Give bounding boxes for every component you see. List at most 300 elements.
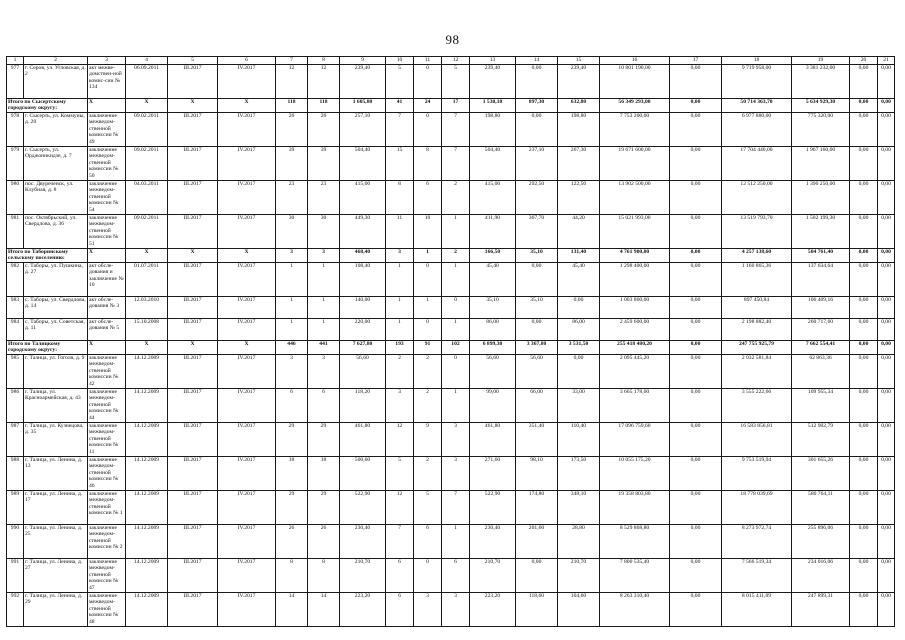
column-number: 20	[850, 57, 878, 65]
value-cell-21: 0,00	[878, 423, 895, 457]
value-cell-12: 1	[442, 319, 470, 341]
value-cell-16: 8 529 868,80	[600, 525, 670, 559]
value-cell-18: 247 755 925,79	[722, 341, 792, 355]
value-cell-7: 26	[276, 113, 308, 147]
value-cell-16: 10 055 175,20	[600, 457, 670, 491]
value-cell-21: 0,00	[878, 99, 895, 113]
value-cell-18: 16 583 856,81	[722, 423, 792, 457]
value-cell-10: 5	[386, 457, 414, 491]
value-cell-16: 255 418 480,20	[600, 341, 670, 355]
table-row	[7, 263, 895, 297]
value-cell-11: 8	[414, 147, 442, 181]
value-cell-15: 3 531,50	[558, 341, 600, 355]
value-cell-17: 0,00	[670, 147, 722, 181]
address-cell: г. Талица, ул. Кузнецова, д. 35	[24, 423, 88, 457]
value-cell-14: 0,00	[516, 263, 558, 297]
value-cell-9: 230,40	[340, 525, 386, 559]
value-cell-12: 1	[442, 525, 470, 559]
value-cell-11: 0	[414, 559, 442, 593]
table-row	[7, 181, 895, 215]
value-cell-20: 0,00	[850, 355, 878, 389]
value-cell-12: 17	[442, 99, 470, 113]
value-cell-12: 0	[442, 355, 470, 389]
document-cell: заключение межведом-ственной комиссии № 11	[88, 423, 126, 457]
value-cell-20: 0,00	[850, 249, 878, 263]
plan-end-cell: IV.2017	[218, 297, 276, 319]
value-cell-15: 131,40	[558, 249, 600, 263]
value-cell-16: 10 801 190,00	[600, 65, 670, 99]
value-cell-10: 3	[386, 389, 414, 423]
value-cell-16: 17 096 759,60	[600, 423, 670, 457]
value-cell-15: 44,20	[558, 215, 600, 249]
plan-end-cell: X	[218, 341, 276, 355]
value-cell-13: 35,10	[470, 297, 516, 319]
value-cell-15: 632,80	[558, 99, 600, 113]
plan-end-cell: IV.2017	[218, 263, 276, 297]
row-number: 985	[7, 355, 24, 389]
value-cell-8: 39	[308, 147, 340, 181]
value-cell-9: 500,60	[340, 457, 386, 491]
value-cell-8: 23	[308, 181, 340, 215]
value-cell-16: 3 665 178,00	[600, 389, 670, 423]
value-cell-7: 1	[276, 297, 308, 319]
plan-end-cell: IV.2017	[218, 181, 276, 215]
document-cell: заключение межведом-ственной комиссии № 51	[88, 215, 126, 249]
value-cell-11: 0	[414, 65, 442, 99]
table-row	[7, 297, 895, 319]
value-cell-17: 0,00	[670, 491, 722, 525]
document-date-cell: 14.12.2009	[126, 457, 168, 491]
value-cell-11: 2	[414, 355, 442, 389]
row-number: 982	[7, 263, 24, 297]
value-cell-8: 29	[308, 491, 340, 525]
row-number: 981	[7, 215, 24, 249]
value-cell-18: 2 198 882,40	[722, 319, 792, 341]
value-cell-20: 0,00	[850, 491, 878, 525]
value-cell-15: 45,40	[558, 263, 600, 297]
column-number: 4	[126, 57, 168, 65]
value-cell-12: 7	[442, 113, 470, 147]
value-cell-20: 0,00	[850, 423, 878, 457]
value-cell-15: 104,60	[558, 593, 600, 627]
column-number: 19	[792, 57, 850, 65]
value-cell-21: 0,00	[878, 341, 895, 355]
value-cell-7: 18	[276, 457, 308, 491]
value-cell-14: 0,00	[516, 559, 558, 593]
value-cell-8: 441	[308, 341, 340, 355]
plan-start-cell: X	[168, 341, 218, 355]
value-cell-7: 446	[276, 341, 308, 355]
plan-start-cell: III.2017	[168, 215, 218, 249]
address-cell: г. Серов, ул. Угловская, д. 2	[24, 65, 88, 99]
value-cell-10: 7	[386, 525, 414, 559]
value-cell-17: 0,00	[670, 593, 722, 627]
table-row	[7, 389, 895, 423]
table-row	[7, 147, 895, 181]
value-cell-20: 0,00	[850, 593, 878, 627]
document-date-cell: 09.02.2011	[126, 113, 168, 147]
value-cell-7: 6	[276, 389, 308, 423]
value-cell-12: 1	[442, 389, 470, 423]
value-cell-20: 0,00	[850, 341, 878, 355]
value-cell-8: 6	[308, 389, 340, 423]
value-cell-21: 0,00	[878, 113, 895, 147]
table-row	[7, 65, 895, 99]
row-number: 978	[7, 113, 24, 147]
value-cell-21: 0,00	[878, 319, 895, 341]
value-cell-12: 3	[442, 593, 470, 627]
value-cell-21: 0,00	[878, 389, 895, 423]
document-cell: заключение межведом-ственной комиссии № 44	[88, 389, 126, 423]
value-cell-18: 9 719 958,00	[722, 65, 792, 99]
value-cell-13: 223,20	[470, 593, 516, 627]
value-cell-9: 468,40	[340, 249, 386, 263]
value-cell-9: 118,20	[340, 389, 386, 423]
value-cell-7: 1	[276, 263, 308, 297]
value-cell-18: 8 273 972,74	[722, 525, 792, 559]
column-number: 3	[88, 57, 126, 65]
value-cell-10: 12	[386, 491, 414, 525]
value-cell-17: 0,00	[670, 113, 722, 147]
value-cell-8: 30	[308, 215, 340, 249]
value-cell-16: 1 003 860,00	[600, 297, 670, 319]
column-number: 9	[340, 57, 386, 65]
value-cell-10: 2	[386, 355, 414, 389]
value-cell-12: 3	[442, 457, 470, 491]
value-cell-19: 62 863,36	[792, 355, 850, 389]
document-cell: X	[88, 341, 126, 355]
value-cell-11: 6	[414, 181, 442, 215]
value-cell-19: 1 390 250,00	[792, 181, 850, 215]
value-cell-10: 8	[386, 181, 414, 215]
value-cell-18: 18 778 039,69	[722, 491, 792, 525]
value-cell-10: 6	[386, 559, 414, 593]
value-cell-20: 0,00	[850, 297, 878, 319]
value-cell-17: 0,00	[670, 559, 722, 593]
document-cell: акт обсле-дования № 3	[88, 297, 126, 319]
row-number: 979	[7, 147, 24, 181]
value-cell-18: 13 519 793,70	[722, 215, 792, 249]
value-cell-11: 1	[414, 297, 442, 319]
column-number: 7	[276, 57, 308, 65]
value-cell-8: 14	[308, 593, 340, 627]
value-cell-12: 0	[442, 297, 470, 319]
value-cell-8: 8	[308, 559, 340, 593]
column-number: 21	[878, 57, 895, 65]
plan-start-cell: III.2017	[168, 559, 218, 593]
plan-end-cell: IV.2017	[218, 65, 276, 99]
subtotal-row	[7, 99, 895, 113]
document-cell: заключение межведом-ственной комиссии № 50	[88, 147, 126, 181]
address-cell: г. Талица, ул. Ленина, д. 17	[24, 491, 88, 525]
value-cell-14: 292,50	[516, 181, 558, 215]
value-cell-13: 198,80	[470, 113, 516, 147]
plan-start-cell: III.2017	[168, 491, 218, 525]
document-date-cell: 14.12.2009	[126, 491, 168, 525]
value-cell-19: 1 502 199,30	[792, 215, 850, 249]
value-cell-20: 0,00	[850, 181, 878, 215]
table-row	[7, 491, 895, 525]
value-cell-16: 1 298 400,00	[600, 263, 670, 297]
document-date-cell: 04.03.2011	[126, 181, 168, 215]
column-number-row	[7, 57, 895, 65]
value-cell-13: 239,40	[470, 65, 516, 99]
value-cell-14: 35,10	[516, 249, 558, 263]
value-cell-16: 56 349 293,00	[600, 99, 670, 113]
value-cell-14: 351,40	[516, 423, 558, 457]
value-cell-17: 0,00	[670, 249, 722, 263]
row-number: 986	[7, 389, 24, 423]
value-cell-21: 0,00	[878, 355, 895, 389]
value-cell-16: 13 902 500,00	[600, 181, 670, 215]
value-cell-20: 0,00	[850, 147, 878, 181]
value-cell-14: 237,10	[516, 147, 558, 181]
value-cell-17: 0,00	[670, 263, 722, 297]
value-cell-19: 504 761,40	[792, 249, 850, 263]
column-number: 5	[168, 57, 218, 65]
value-cell-11: 91	[414, 341, 442, 355]
value-cell-15: 210,70	[558, 559, 600, 593]
value-cell-14: 3 367,80	[516, 341, 558, 355]
value-cell-17: 0,00	[670, 423, 722, 457]
value-cell-13: 230,40	[470, 525, 516, 559]
plan-end-cell: IV.2017	[218, 593, 276, 627]
value-cell-21: 0,00	[878, 525, 895, 559]
value-cell-16: 7 800 535,40	[600, 559, 670, 593]
document-cell: акт обсле-дования № 5	[88, 319, 126, 341]
value-cell-21: 0,00	[878, 215, 895, 249]
column-number: 2	[24, 57, 88, 65]
plan-start-cell: X	[168, 99, 218, 113]
value-cell-20: 0,00	[850, 559, 878, 593]
document-date-cell: 14.12.2009	[126, 525, 168, 559]
value-cell-14: 201,60	[516, 525, 558, 559]
value-cell-13: 271,60	[470, 457, 516, 491]
value-cell-13: 504,40	[470, 147, 516, 181]
plan-end-cell: IV.2017	[218, 113, 276, 147]
value-cell-11: 5	[414, 491, 442, 525]
value-cell-10: 3	[386, 249, 414, 263]
value-cell-12: 102	[442, 341, 470, 355]
plan-start-cell: III.2017	[168, 181, 218, 215]
value-cell-17: 0,00	[670, 389, 722, 423]
plan-start-cell: III.2017	[168, 423, 218, 457]
value-cell-20: 0,00	[850, 215, 878, 249]
plan-start-cell: III.2017	[168, 457, 218, 491]
row-number: 983	[7, 297, 24, 319]
value-cell-19: 5 634 929,30	[792, 99, 850, 113]
table-row	[7, 215, 895, 249]
value-cell-16: 8 263 310,40	[600, 593, 670, 627]
value-cell-8: 1	[308, 297, 340, 319]
address-cell: с. Таборы, ул. Пушкина, д. 27	[24, 263, 88, 297]
value-cell-8: 18	[308, 457, 340, 491]
value-cell-13: 415,00	[470, 181, 516, 215]
value-cell-12: 6	[442, 559, 470, 593]
value-cell-8: 1	[308, 319, 340, 341]
address-cell: с. Таборы, ул. Свердлова, д. 14	[24, 297, 88, 319]
value-cell-18: 9 753 519,94	[722, 457, 792, 491]
plan-start-cell: III.2017	[168, 525, 218, 559]
plan-end-cell: IV.2017	[218, 215, 276, 249]
value-cell-9: 7 627,80	[340, 341, 386, 355]
table-row	[7, 319, 895, 341]
value-cell-10: 41	[386, 99, 414, 113]
value-cell-21: 0,00	[878, 593, 895, 627]
value-cell-18: 7 566 519,34	[722, 559, 792, 593]
document-cell: заключение межведом-ственной комиссии № 49	[88, 113, 126, 147]
value-cell-9: 257,10	[340, 113, 386, 147]
value-cell-15: 239,40	[558, 65, 600, 99]
value-cell-14: 35,10	[516, 297, 558, 319]
value-cell-9: 220,00	[340, 319, 386, 341]
value-cell-18: 17 704 440,00	[722, 147, 792, 181]
value-cell-12: 1	[442, 215, 470, 249]
subtotal-label: Итого по Талицкому городскому округу:	[7, 341, 88, 355]
document-cell: заключение межведом-ственной комиссии № 47	[88, 559, 126, 593]
document-date-cell: 14.12.2009	[126, 423, 168, 457]
plan-end-cell: X	[218, 99, 276, 113]
value-cell-14: 0,00	[516, 65, 558, 99]
value-cell-14: 98,10	[516, 457, 558, 491]
value-cell-21: 0,00	[878, 181, 895, 215]
value-cell-9: 415,00	[340, 181, 386, 215]
value-cell-13: 411,90	[470, 215, 516, 249]
value-cell-13: 99,00	[470, 389, 516, 423]
value-cell-15: 122,50	[558, 181, 600, 215]
value-cell-11: 3	[414, 593, 442, 627]
value-cell-7: 26	[276, 525, 308, 559]
value-cell-11: 24	[414, 99, 442, 113]
plan-start-cell: X	[168, 249, 218, 263]
value-cell-10: 1	[386, 297, 414, 319]
value-cell-19: 106 409,16	[792, 297, 850, 319]
value-cell-12: 2	[442, 249, 470, 263]
value-cell-11: 6	[414, 525, 442, 559]
value-cell-17: 0,00	[670, 99, 722, 113]
value-cell-17: 0,00	[670, 341, 722, 355]
value-cell-13: 6 899,30	[470, 341, 516, 355]
value-cell-19: 775 320,00	[792, 113, 850, 147]
value-cell-11: 2	[414, 389, 442, 423]
address-cell: с. Таборы, ул. Советская, д. 11	[24, 319, 88, 341]
value-cell-15: 173,50	[558, 457, 600, 491]
value-cell-18: 12 512 250,00	[722, 181, 792, 215]
value-cell-16: 2 095 445,20	[600, 355, 670, 389]
address-cell: г. Талица, ул. Красноармейская, д. 43	[24, 389, 88, 423]
document-date-cell: X	[126, 99, 168, 113]
value-cell-18: 8 015 411,09	[722, 593, 792, 627]
address-cell: г. Талица, ул. Ленина, д. 13	[24, 457, 88, 491]
value-cell-7: 3	[276, 355, 308, 389]
housing-register-table	[6, 56, 895, 627]
row-number: 984	[7, 319, 24, 341]
row-number: 980	[7, 181, 24, 215]
value-cell-12: 1	[442, 263, 470, 297]
value-cell-7: 12	[276, 65, 308, 99]
column-number: 14	[516, 57, 558, 65]
column-number: 16	[600, 57, 670, 65]
value-cell-11: 0	[414, 113, 442, 147]
table-row	[7, 593, 895, 627]
value-cell-11: 0	[414, 319, 442, 341]
document-cell: X	[88, 99, 126, 113]
value-cell-12: 7	[442, 147, 470, 181]
address-cell: г. Сысерть, ул. Орджоникидзе, д. 7	[24, 147, 88, 181]
value-cell-7: 23	[276, 181, 308, 215]
address-cell: пос. Двуреченск, ул. Клубная, д. 8	[24, 181, 88, 215]
document-date-cell: 14.12.2009	[126, 355, 168, 389]
value-cell-19: 512 902,79	[792, 423, 850, 457]
value-cell-21: 0,00	[878, 147, 895, 181]
value-cell-13: 522,90	[470, 491, 516, 525]
value-cell-17: 0,00	[670, 65, 722, 99]
value-cell-16: 19 358 803,80	[600, 491, 670, 525]
value-cell-10: 15	[386, 147, 414, 181]
plan-start-cell: III.2017	[168, 355, 218, 389]
document-cell: акт межве-домствен-ной комис-сии № 134	[88, 65, 126, 99]
value-cell-9: 239,40	[340, 65, 386, 99]
value-cell-10: 193	[386, 341, 414, 355]
value-cell-8: 26	[308, 113, 340, 147]
value-cell-14: 118,60	[516, 593, 558, 627]
value-cell-19: 247 899,31	[792, 593, 850, 627]
document-date-cell: 12.03.2010	[126, 297, 168, 319]
value-cell-19: 234 016,06	[792, 559, 850, 593]
value-cell-10: 11	[386, 215, 414, 249]
value-cell-20: 0,00	[850, 263, 878, 297]
document-date-cell: 06.09.2011	[126, 65, 168, 99]
value-cell-19: 1 967 160,00	[792, 147, 850, 181]
row-number: 991	[7, 559, 24, 593]
value-cell-14: 0,00	[516, 113, 558, 147]
value-cell-7: 29	[276, 491, 308, 525]
document-cell: заключение межведом-ственной комиссии № 1	[88, 491, 126, 525]
value-cell-20: 0,00	[850, 65, 878, 99]
value-cell-7: 3	[276, 249, 308, 263]
value-cell-8: 118	[308, 99, 340, 113]
document-cell: заключение межведом-ственной комиссии № 46	[88, 457, 126, 491]
value-cell-17: 0,00	[670, 215, 722, 249]
value-cell-20: 0,00	[850, 113, 878, 147]
document-date-cell: X	[126, 341, 168, 355]
plan-end-cell: X	[218, 249, 276, 263]
value-cell-18: 1 160 865,36	[722, 263, 792, 297]
table-row	[7, 525, 895, 559]
address-cell: пос. Октябрьский, ул. Свердлова, д. 36	[24, 215, 88, 249]
row-number: 977	[7, 65, 24, 99]
value-cell-13: 210,70	[470, 559, 516, 593]
value-cell-21: 0,00	[878, 297, 895, 319]
value-cell-16: 19 671 600,00	[600, 147, 670, 181]
plan-start-cell: III.2017	[168, 297, 218, 319]
plan-start-cell: III.2017	[168, 65, 218, 99]
document-date-cell: 14.12.2009	[126, 559, 168, 593]
plan-start-cell: III.2017	[168, 113, 218, 147]
value-cell-19: 255 896,06	[792, 525, 850, 559]
plan-start-cell: III.2017	[168, 389, 218, 423]
value-cell-9: 522,90	[340, 491, 386, 525]
value-cell-9: 210,70	[340, 559, 386, 593]
value-cell-19: 109 955,34	[792, 389, 850, 423]
value-cell-16: 2 459 600,00	[600, 319, 670, 341]
value-cell-7: 30	[276, 215, 308, 249]
value-cell-15: 110,40	[558, 423, 600, 457]
plan-end-cell: IV.2017	[218, 423, 276, 457]
plan-end-cell: IV.2017	[218, 491, 276, 525]
value-cell-15: 0,00	[558, 297, 600, 319]
value-cell-7: 39	[276, 147, 308, 181]
